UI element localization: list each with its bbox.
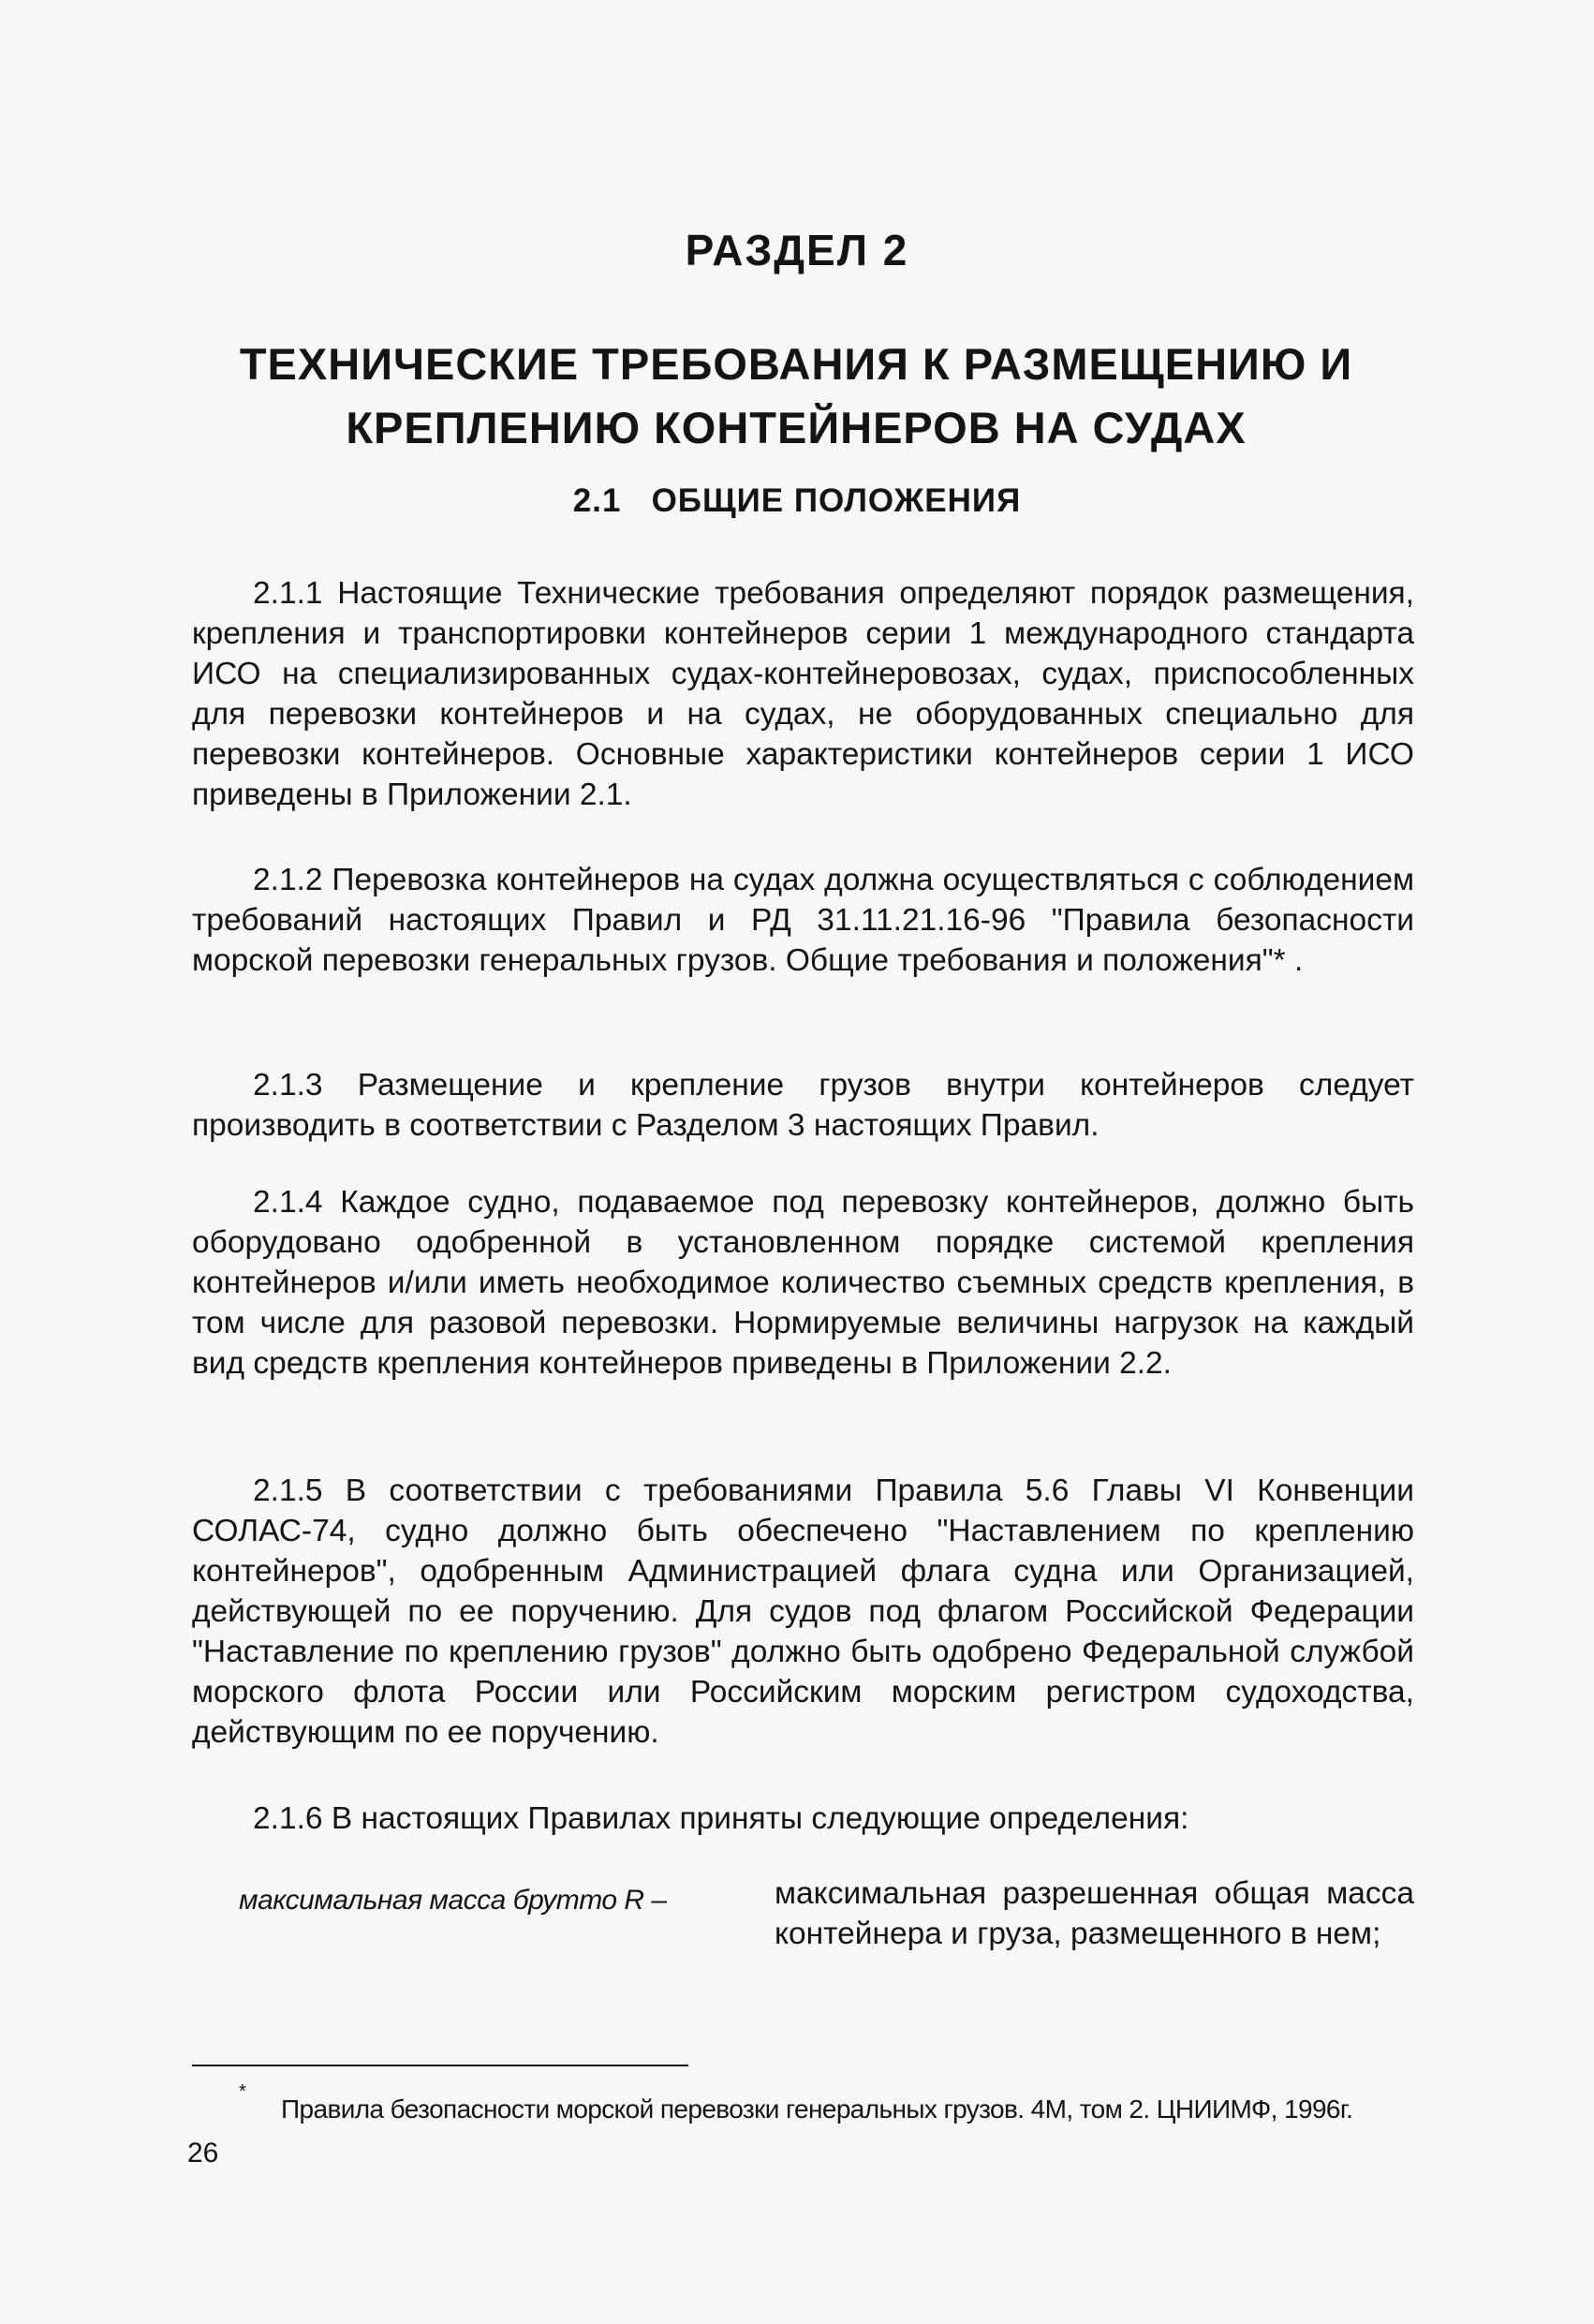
page-number: 26: [187, 2138, 219, 2169]
paragraph-2-1-3: 2.1.3 Размещение и крепление грузов внутри контейнеров следует производить в соответствии с Разделом 3 настоящих Правил.: [192, 1068, 1414, 1143]
main-title: ТЕХНИЧЕСКИЕ ТРЕБОВАНИЯ К РАЗМЕЩЕНИЮ И КРЕПЛЕНИЮ КОНТЕЙНЕРОВ НА СУДАХ: [239, 339, 1353, 452]
footnote-mark: *: [239, 2081, 246, 2102]
footnote-divider: [192, 2065, 688, 2066]
paragraph-2-1-4: 2.1.4 Каждое судно, подаваемое под перевозку контейнеров, должно быть оборудовано одобренной в установленном порядке системой крепления контейнеров и/или иметь необходимое количество съемных средств крепления, в том числе для разовой перевозки. Нормируемые величины нагрузок на каждый вид средств крепления контейнеров приведены в Приложении 2.2.: [192, 1185, 1414, 1381]
paragraph-2-1-1: 2.1.1 Настоящие Технические требования определяют порядок размещения, крепления и транспортировки контейнеров серии 1 международного стандарта ИСО на специализированных судах-контейнеровозах, судах, приспособленных для перевозки контейнеров и на судах, не оборудованных специально для перевозки контейнеров. Основные характеристики контейнеров серии 1 ИСО приведены в Приложении 2.1.: [192, 576, 1414, 812]
definition-entry: [192, 1873, 1414, 2023]
paragraph-2-1-6: 2.1.6 В настоящих Правилах приняты следующие определения:: [253, 1801, 1189, 1836]
definition-term: максимальная масса брутто R –: [239, 1885, 667, 1916]
section-label: РАЗДЕЛ 2: [685, 226, 909, 274]
paragraph-2-1-5: 2.1.5 В соответствии с требованиями Правила 5.6 Главы VI Конвенции СОЛАС-74, судно должно быть обеспечено "Наставлением по креплению контейнеров", одобренным Администрацией флага судна или Организацией, действующей по ее поручению. Для судов под флагом Российской Федерации "Наставление по креплению грузов" должно быть одобрено Федеральной службой морского флота России или Российским морским регистром судоходства, действующим по ее поручению.: [192, 1473, 1414, 1750]
footnote-text: Правила безопасности морской перевозки генеральных грузов. 4М, том 2. ЦНИИМФ, 1996г.: [281, 2095, 1353, 2124]
definition-text: максимальная разрешенная общая масса контейнера и груза, размещенного в нем;: [775, 1876, 1414, 1951]
paragraph-2-1-2: 2.1.2 Перевозка контейнеров на судах должна осуществляться с соблюдением требований настоящих Правил и РД 31.11.21.16-96 "Правила безопасности морской перевозки генеральных грузов. Общие требования и положения"* .: [192, 863, 1414, 978]
subsection-title: 2.1 ОБЩИЕ ПОЛОЖЕНИЯ: [572, 482, 1022, 519]
